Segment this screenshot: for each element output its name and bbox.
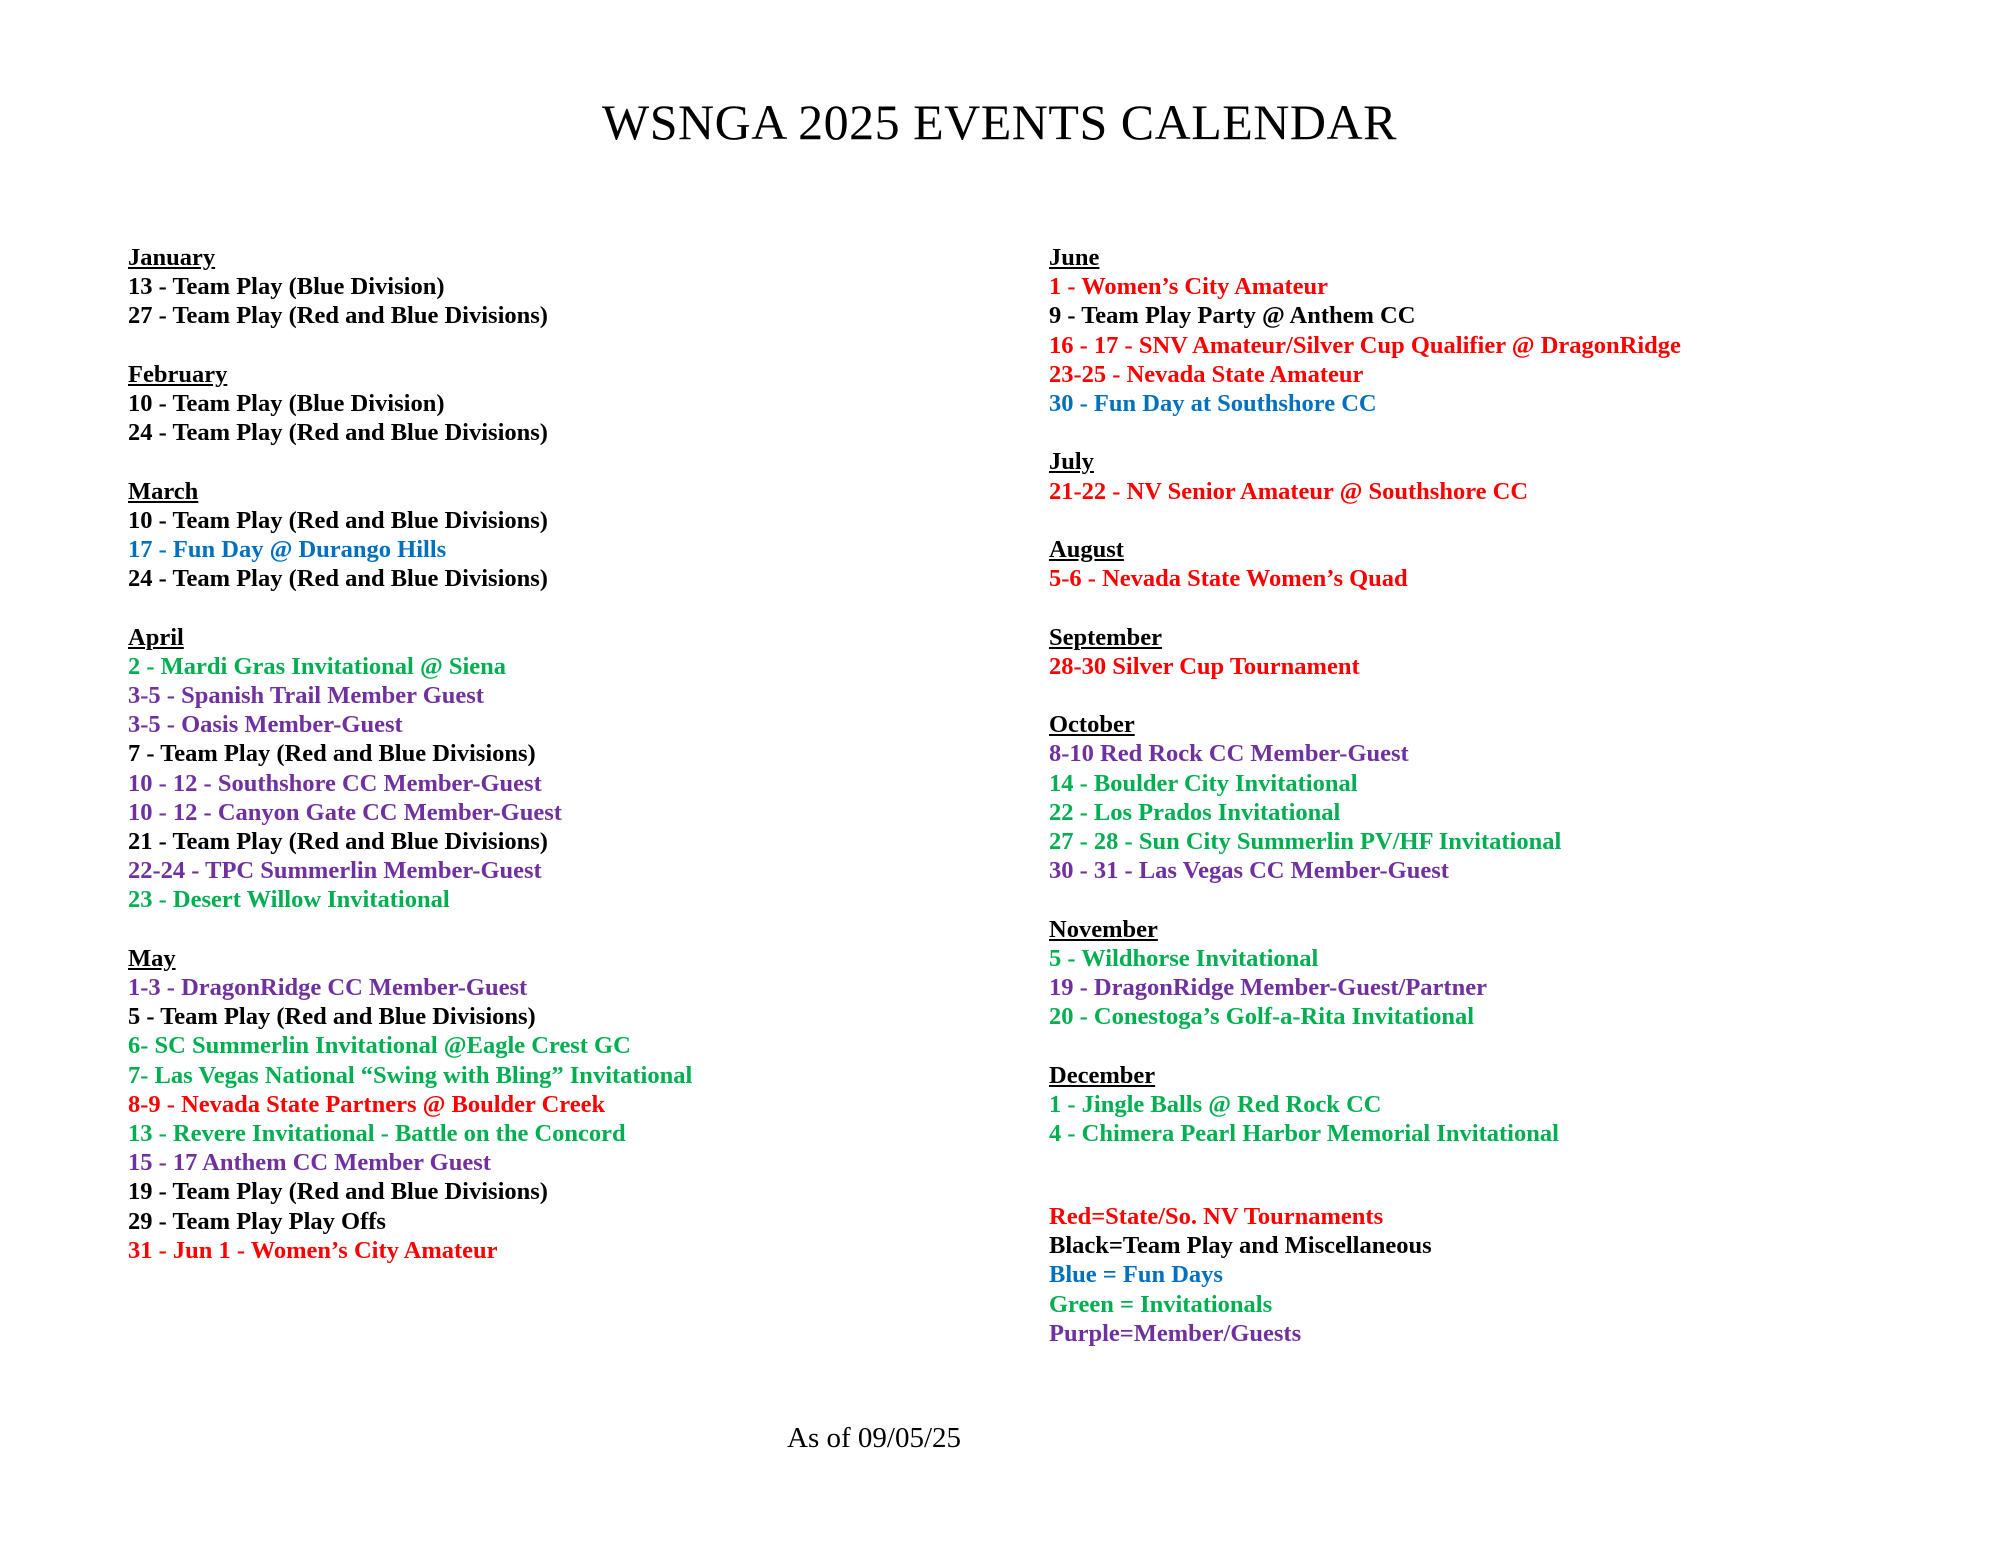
month-block-may [128, 944, 692, 1265]
event-item: 13 - Team Play (Blue Division) [128, 273, 445, 301]
event-item: 4 - Chimera Pearl Harbor Memorial Invitational [1049, 1120, 1559, 1147]
event-item: 17 - Fun Day @ Durango Hills [128, 536, 447, 563]
event-item: 30 - 31 - Las Vegas CC Member-Guest [1049, 857, 1449, 885]
event-item: 27 - Team Play (Red and Blue Divisions) [128, 302, 548, 330]
event-item: 10 - Team Play (Red and Blue Divisions) [128, 506, 548, 534]
month-heading: April [128, 623, 184, 651]
event-item: 19 - DragonRidge Member-Guest/Partner [1049, 974, 1487, 1001]
legend-item: Red=State/So. NV Tournaments [1049, 1203, 1384, 1230]
event-item: 16 - 17 - SNV Amateur/Silver Cup Qualifier @ DragonRidge [1049, 331, 1681, 359]
month-heading: October [1049, 711, 1135, 739]
event-item: 23-25 - Nevada State Amateur [1049, 360, 1364, 388]
month-block-january [128, 243, 692, 331]
month-heading: September [1049, 623, 1162, 651]
event-item: 13 - Revere Invitational - Battle on the Concord [128, 1120, 626, 1148]
month-heading: July [1049, 448, 1094, 476]
page-title: WSNGA 2025 EVENTS CALENDAR [602, 94, 1397, 150]
month-block-july [1049, 447, 1681, 505]
event-item: 24 - Team Play (Red and Blue Divisions) [128, 565, 548, 593]
event-item: 10 - 12 - Southshore CC Member-Guest [128, 769, 542, 797]
event-item: 6- SC Summerlin Invitational @Eagle Crest GC [128, 1032, 631, 1060]
event-item: 21 - Team Play (Red and Blue Divisions) [128, 828, 548, 856]
event-item: 28-30 Silver Cup Tournament [1049, 652, 1360, 680]
event-item: 27 - 28 - Sun City Summerlin PV/HF Invitational [1049, 828, 1562, 855]
event-item: 3-5 - Oasis Member-Guest [128, 711, 403, 739]
month-block-december [1049, 1061, 1681, 1149]
month-heading: December [1049, 1061, 1156, 1089]
event-item: 10 - Team Play (Blue Division) [128, 390, 445, 417]
event-item: 24 - Team Play (Red and Blue Divisions) [128, 419, 548, 447]
event-item: 29 - Team Play Play Offs [128, 1207, 386, 1235]
event-item: 3-5 - Spanish Trail Member Guest [128, 682, 484, 709]
month-block-june [1049, 243, 1681, 418]
legend-item: Black=Team Play and Miscellaneous [1049, 1232, 1432, 1260]
event-item: 30 - Fun Day at Southshore CC [1049, 390, 1377, 418]
event-item: 7 - Team Play (Red and Blue Divisions) [128, 740, 536, 768]
event-item: 20 - Conestoga’s Golf-a-Rita Invitational [1049, 1003, 1475, 1031]
month-heading: August [1049, 536, 1124, 563]
event-item: 8-10 Red Rock CC Member-Guest [1049, 740, 1409, 768]
as-of-date: As of 09/05/25 [787, 1422, 961, 1454]
calendar-left-column [128, 243, 692, 1294]
event-item: 14 - Boulder City Invitational [1049, 769, 1358, 797]
event-item: 1-3 - DragonRidge CC Member-Guest [128, 974, 528, 1002]
event-item: 1 - Jingle Balls @ Red Rock CC [1049, 1090, 1382, 1118]
month-heading: March [128, 477, 199, 505]
event-item: 31 - Jun 1 - Women’s City Amateur [128, 1236, 498, 1264]
month-heading: May [128, 944, 176, 972]
event-item: 7- Las Vegas National “Swing with Bling” Invitational [128, 1061, 693, 1089]
month-block-april [128, 623, 692, 915]
event-item: 5 - Team Play (Red and Blue Divisions) [128, 1003, 536, 1031]
event-item: 8-9 - Nevada State Partners @ Boulder Creek [128, 1090, 606, 1118]
month-block-october [1049, 710, 1681, 885]
month-block-august [1049, 535, 1681, 593]
event-item: 19 - Team Play (Red and Blue Divisions) [128, 1178, 548, 1206]
event-item: 23 - Desert Willow Invitational [128, 886, 450, 914]
month-block-september [1049, 623, 1681, 681]
month-heading: February [128, 360, 228, 388]
legend-item: Purple=Member/Guests [1049, 1319, 1302, 1347]
event-item: 1 - Women’s City Amateur [1049, 273, 1328, 301]
event-item: 22-24 - TPC Summerlin Member-Guest [128, 857, 542, 885]
month-heading: June [1049, 244, 1100, 271]
event-item: 2 - Mardi Gras Invitational @ Siena [128, 652, 507, 680]
calendar-right-column [1049, 243, 1681, 1177]
month-heading: November [1049, 915, 1158, 943]
month-block-february [128, 360, 692, 448]
month-block-march [128, 477, 692, 594]
event-item: 10 - 12 - Canyon Gate CC Member-Guest [128, 798, 562, 826]
event-item: 5 - Wildhorse Invitational [1049, 944, 1319, 972]
legend-item: Green = Invitationals [1049, 1290, 1273, 1318]
event-item: 9 - Team Play Party @ Anthem CC [1049, 302, 1416, 330]
legend-item: Blue = Fun Days [1049, 1261, 1223, 1289]
color-legend [1049, 1202, 1432, 1348]
month-block-november [1049, 915, 1681, 1032]
event-item: 22 - Los Prados Invitational [1049, 798, 1341, 826]
event-item: 15 - 17 Anthem CC Member Guest [128, 1149, 491, 1177]
event-item: 5-6 - Nevada State Women’s Quad [1049, 565, 1408, 593]
event-item: 21-22 - NV Senior Amateur @ Southshore CC [1049, 477, 1529, 505]
month-heading: January [128, 244, 216, 271]
